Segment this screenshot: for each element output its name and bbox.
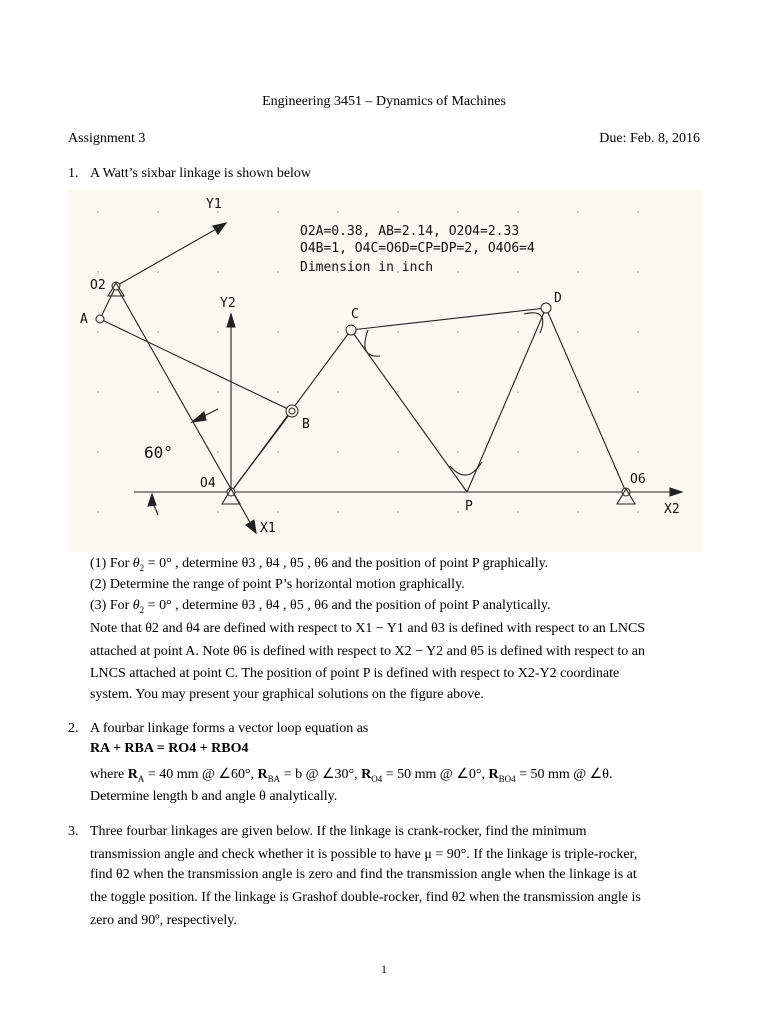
label-o4: O4 [200,476,216,491]
q2-where-line: where $R_A = 40$ mm @ ∠60°, $R_{BA} = b$ @ ∠30°, $R_{O4} = 50$ mm @ ∠0°, $R_{BO4} = 50$ mm @ ∠θ. [90,767,613,784]
q2-equation: RA + RBA = RO4 + RBO4 [90,741,249,756]
q3-line1: Three fourbar linkages are given below. If the linkage is crank-rocker, find the minimum [90,824,587,839]
dims-line-3: Dimension in inch [300,260,434,275]
link-dp [467,308,546,492]
q1-note-line1: Note that θ2 and θ4 are defined with respect to X1 − Y1 and θ3 is defined with respect to an LNCS [90,621,646,636]
joint-c [346,325,356,335]
label-y1: Y1 [206,197,222,212]
q3-line2: transmission angle and check whether it is possible to have μ = 90°. If the linkage is triple-rocker, [90,847,638,862]
q1-part3: (3) For $\theta_2 = 0^\circ$ , determine θ3 , θ4 , θ5 , θ6 and the position of point P analytically. [90,598,551,615]
x1-arrowhead [246,520,256,533]
due-date: Due: Feb. 8, 2016 [599,131,700,146]
label-60-degrees: 60° [144,443,173,462]
q2-determine: Determine length b and angle θ analytically. [90,789,338,804]
label-a: A [80,312,88,327]
document-title: Engineering 3451 – Dynamics of Machines [262,94,506,109]
label-o6: O6 [630,472,646,487]
y1-arrowhead [213,223,226,234]
q3-line5: zero and 90º, respectively. [90,913,237,928]
q2-intro: A fourbar linkage forms a vector loop equation as [90,721,369,736]
assignment-row [68,131,700,147]
label-c: C [351,307,359,322]
q1-part1: (1) For $\theta_2 = 0^\circ$ , determine θ3 , θ4 , θ5 , θ6 and the position of point P graphically. [90,556,549,573]
q2-number: 2. [68,721,79,736]
q1-number: 1. [68,166,79,181]
label-y2: Y2 [220,296,236,311]
link-o6d [546,308,626,492]
q1-part2: (2) Determine the range of point P’s horizontal motion graphically. [90,577,465,592]
label-b: B [302,417,310,432]
linkage-figure [68,190,702,552]
label-x2: X2 [664,502,680,517]
q3-line3: find θ2 when the transmission angle is zero and find the transmission angle when the linkage is at [90,867,637,882]
label-x1: X1 [260,521,276,536]
label-o2: O2 [90,278,106,293]
q1-note-line2: attached at point A. Note θ6 is defined with respect to X2 − Y2 and θ5 is defined with respect to an [90,644,645,659]
q1-note-line4: system. You may present your graphical solutions on the figure above. [90,687,484,702]
q3-number: 3. [68,824,79,839]
angle-marker-arrow [192,412,206,422]
joint-b-inner [289,408,295,414]
q1-note-line3: LNCS attached at point C. The position of point P is defined with respect to X2-Y2 coordinate [90,666,620,681]
page-number: 1 [381,962,387,976]
grid-dots [97,211,639,513]
link-ab [100,319,292,411]
label-p: P [465,499,473,514]
dims-line-2: O4B=1, O4C=O6D=CP=DP=2, O4O6=4 [300,241,535,256]
fillet-c [365,330,380,356]
angle-ref-arrow [148,494,156,506]
joint-a [96,315,104,323]
fillet-p [450,462,482,475]
label-d: D [554,291,562,306]
joint-d [541,303,551,313]
linkage-diagram [68,190,702,552]
q3-line4: the toggle position. If the linkage is Grashof double-rocker, find θ2 when the transmission angle is [90,890,641,905]
link-cd [351,308,546,330]
assignment-label: Assignment 3 [68,131,146,146]
y1-axis [116,228,218,286]
y2-arrowhead [227,314,235,327]
q1-intro: A Watt’s sixbar linkage is shown below [90,166,312,181]
dims-line-1: O2A=0.38, AB=2.14, O2O4=2.33 [300,224,520,239]
x2-arrowhead [670,488,682,496]
